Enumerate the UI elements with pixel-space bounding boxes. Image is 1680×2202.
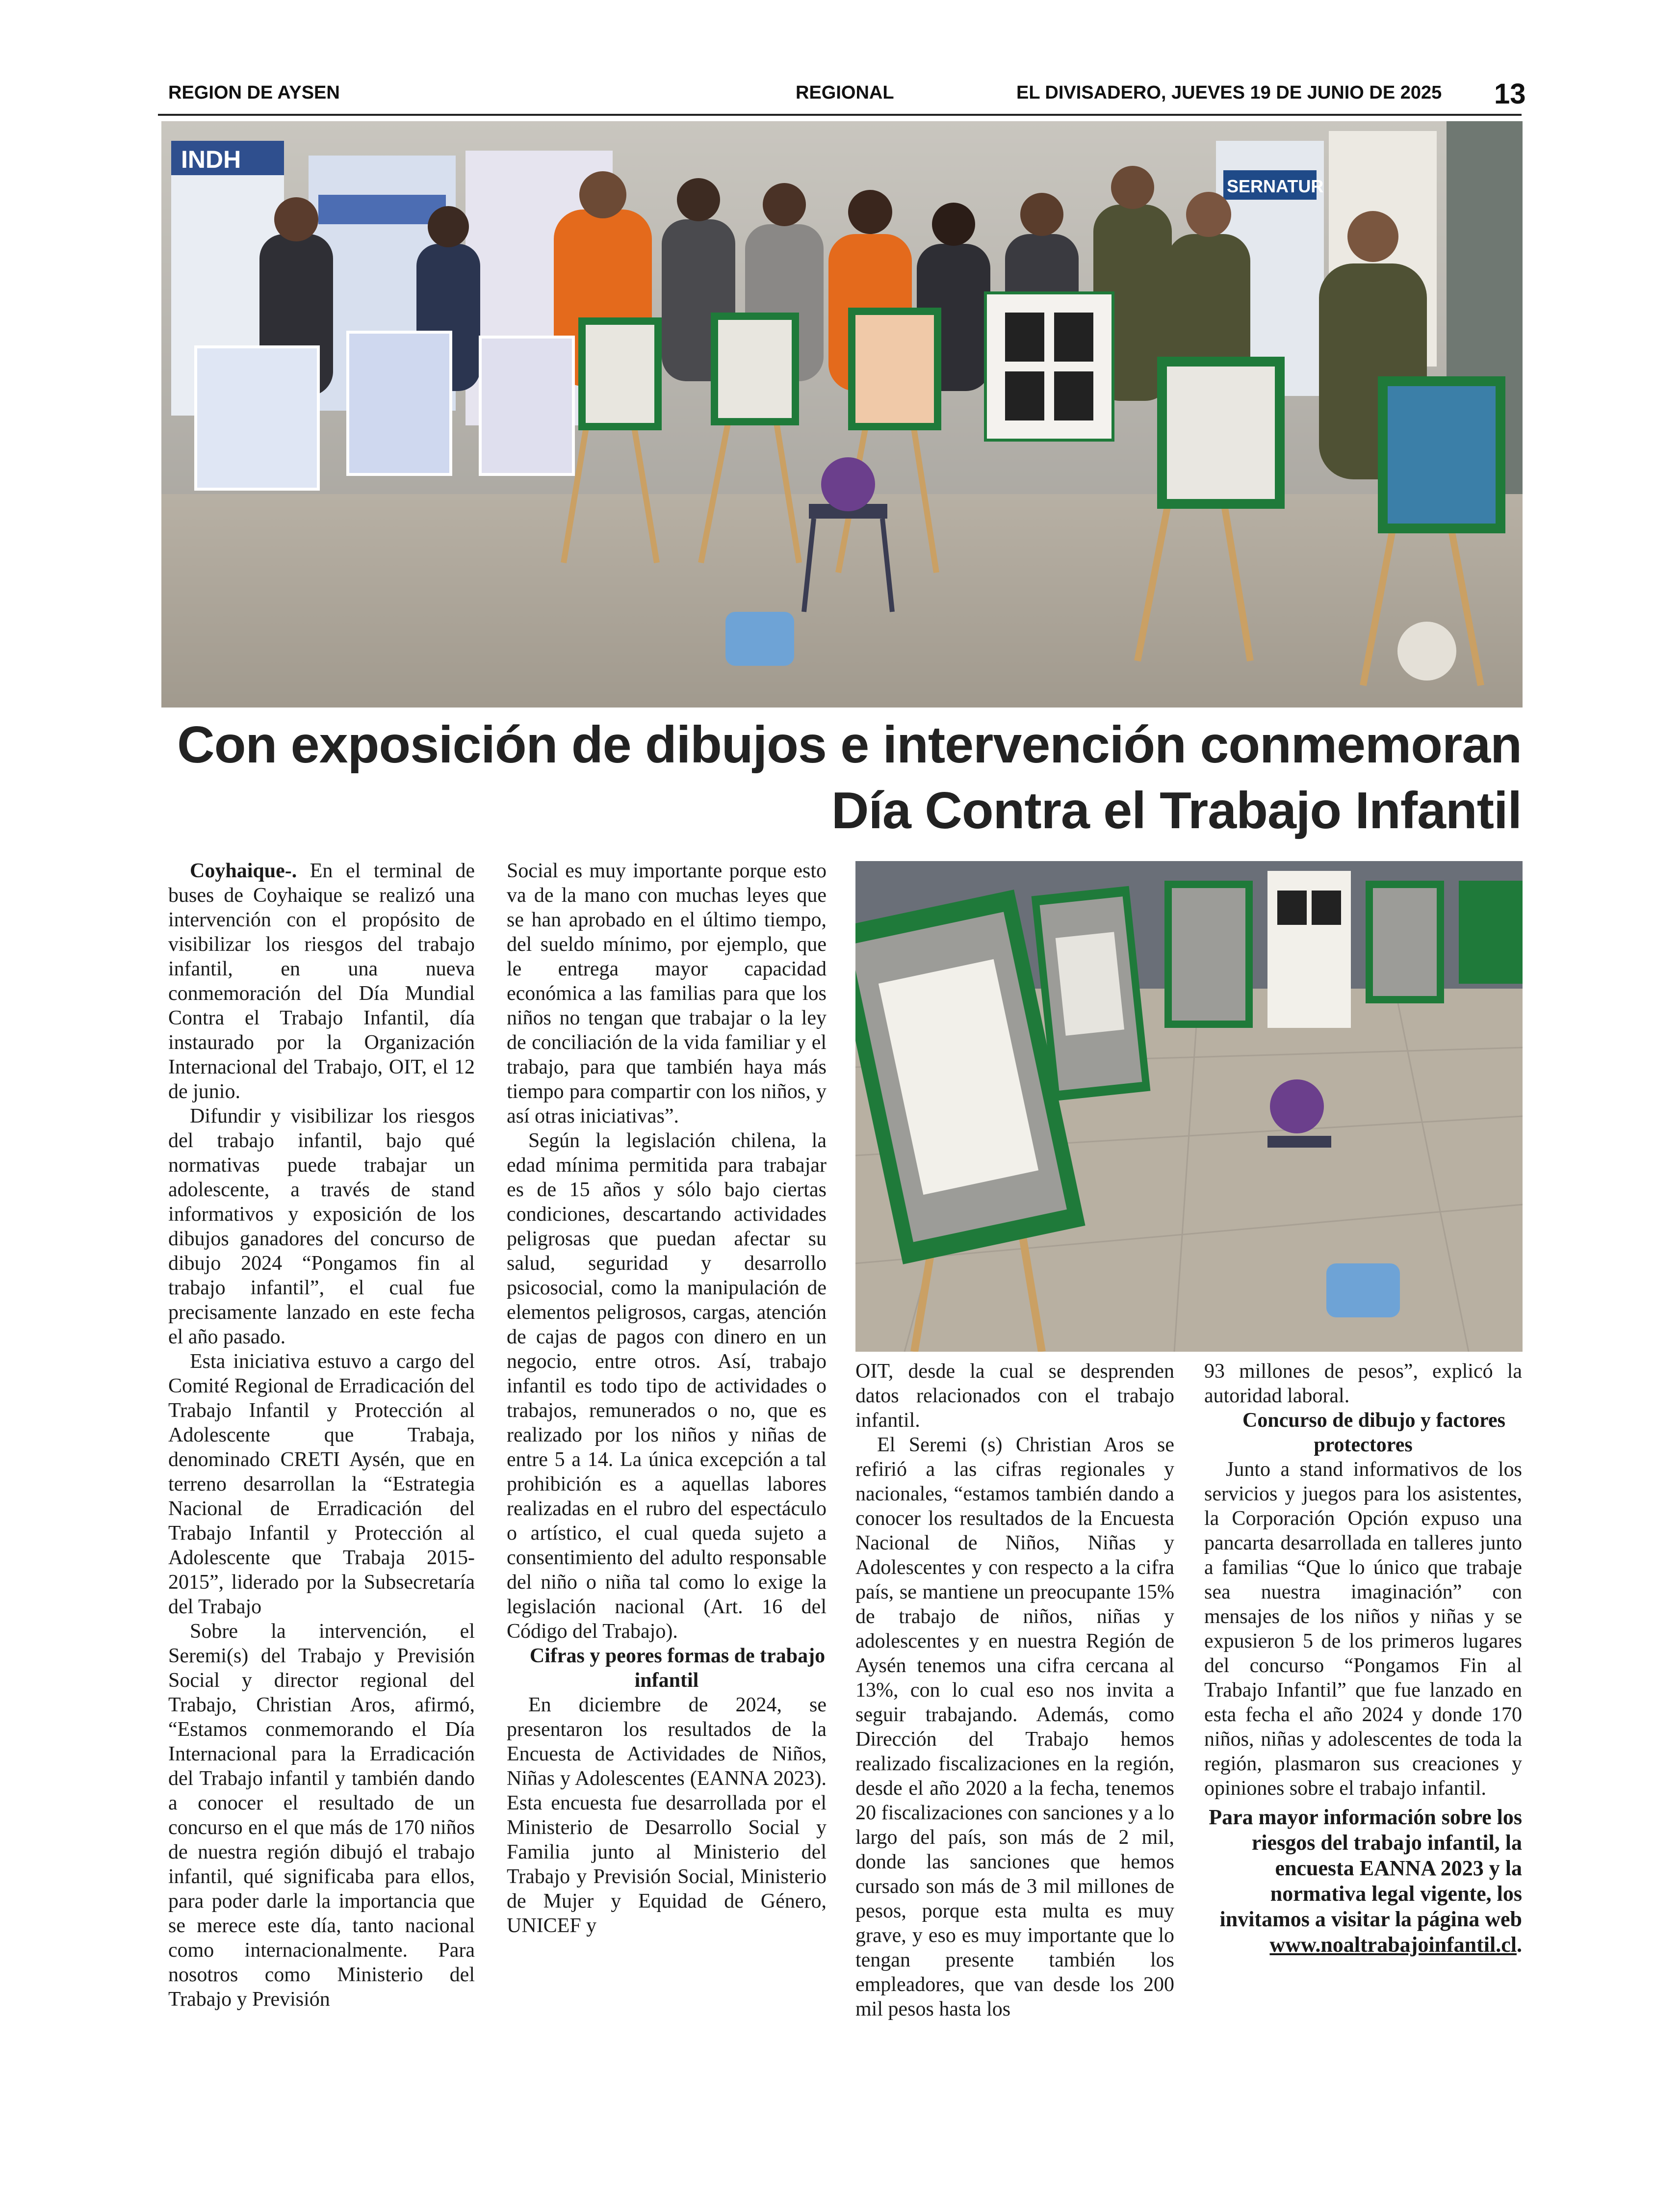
call-to-action (1204, 1805, 1522, 1958)
paragraph: OIT, desde la cual se desprenden datos relacionados con el trabajo infantil. (855, 1360, 1174, 1432)
paragraph-text: En el terminal de buses de Coyhaique se realizó una intervención con el propósito de visibilizar los riesgos del trabajo infantil, en una nueva conmemoración del Día Mundial Contra el Trabajo Infantil, día instaurado por la Organización Internacional del Trabajo, OIT, el 12 de junio. (168, 860, 475, 1103)
paragraph: Social es muy importante porque esto va de la mano con muchas leyes que se han aprobado en el último tiempo, del sueldo mínimo, por ejemplo, que le entrega mayor capacidad económica a las familias para que los niños no tengan que trabajar o la ley de conciliación de la vida familiar y el trabajo, para que también haya más tiempo para compartir con los niños, y así otras iniciativas”. (507, 860, 827, 1127)
article-column-3 (855, 1359, 1174, 2021)
event-group-photo (161, 121, 1523, 708)
call-to-action-text: Para mayor información sobre los riesgos del trabajo infantil, la encuesta EANNA 2023 y la normativa legal vigente, los invitamos a visitar la página web (1209, 1805, 1522, 1931)
article-column-4 (1204, 1359, 1522, 1958)
paragraph: En diciembre de 2024, se presentaron los resultados de la Encuesta de Actividades de Niños, Niñas y Adolescentes (EANNA 2023). Esta encuesta fue desarrollada por el Ministerio de Desarrollo Social y Familia junto al Ministerio del Trabajo y Previsión Social, Ministerio de Mujer y Equidad de Género, UNICEF y (507, 1694, 827, 1937)
banner-indh-text: INDH (181, 146, 241, 173)
headline-line-1: Con exposición de dibujos e intervención conmemoran (177, 716, 1522, 774)
paragraph: Difundir y visibilizar los riesgos del trabajo infantil, bajo qué normativas puede trabajar un adolescente, a través de stand informativos y exposición de los dibujos ganadores del concurso de dibujo 2024 “Pongamos fin al trabajo infantil”, el cual fue precisamente lanzado en este fecha el año pasado. (168, 1105, 475, 1348)
link-suffix: . (1517, 1933, 1522, 1957)
drawings-exhibition-illustration (855, 861, 1523, 1352)
banner-sernatur-text: SERNATUR (1227, 176, 1324, 196)
paragraph: Esta iniciativa estuvo a cargo del Comité Regional de Erradicación del Trabajo Infantil y Protección al Adolescente que Trabaja, denominado CRETI Aysén, que en terreno desarrollan la “Estrategia Nacional de Erradicación del Trabajo Infantil y Protección al Adolescente que Trabaja 2015-2015”, liderado por la Subsecretaría del Trabajo (168, 1350, 475, 1618)
header-rule (158, 114, 1522, 116)
article-column-1 (168, 859, 475, 2012)
publication-date: EL DIVISADERO, JUEVES 19 DE JUNIO DE 2025 (1016, 82, 1442, 103)
paragraph: El Seremi (s) Christian Aros se refirió a las cifras regionales y nacionales, “estamos también dando a conocer los resultados de la Encuesta Nacional de Niños, Niñas y Adolescentes y con respecto a la cifra país, se mantiene un preocupante 15% de trabajo de niños, niñas y adolescentes y en nuestra Región de Aysén tenemos una cifra cercana al 13%, con lo cual eso nos invita a seguir trabajando. Además, como Dirección del Trabajo hemos realizado fiscalizaciones en la región, desde el año 2020 a la fecha, tenemos 20 fiscalizaciones con sanciones y a lo largo del país, son más de 2 mil, donde las sanciones que hemos cursado son más de 3 mil millones de pesos, porque esta multa es muy grave, y eso es muy importante que lo tengan presente también los empleadores, que van desde los 200 mil pesos hasta los (855, 1434, 1174, 2020)
paragraph: Sobre la intervención, el Seremi(s) del Trabajo y Previsión Social y director regional del Trabajo, Christian Aros, afirmó, “Estamos conmemorando el Día Internacional para la Erradicación del Trabajo infantil y también dando a conocer el resultado de un concurso en el que más de 170 niños de nuestra región dibujó el trabajo infantil, qué significaba para ellos, para poder darle la importancia que se merece este día, tanto nacional como internacionalmente. Para nosotros como Ministerio del Trabajo y Previsión (168, 1620, 475, 2011)
drawings-exhibition-photo (855, 861, 1523, 1352)
page-number: 13 (1494, 78, 1526, 110)
paragraph: Junto a stand informativos de los servicios y juegos para los asistentes, la Corporación Opción expuso una pancarta desarrollada en talleres junto a familias “Que lo único que trabaje sea nuestra imaginación” con mensajes de los niños y niñas y se expusieron 5 de los primeros lugares del concurso “Pongamos Fin al Trabajo Infantil” que fue lanzado en esta fecha el año 2024 y donde 170 niños, niñas y adolescentes de toda la región, plasmaron sus creaciones y opiniones sobre el trabajo infantil. (1204, 1458, 1522, 1800)
headline-line-2: Día Contra el Trabajo Infantil (831, 782, 1522, 839)
subheading-concurso: Concurso de dibujo y factores protectores (1242, 1409, 1505, 1456)
paragraph: 93 millones de pesos”, explicó la autoridad laboral. (1204, 1360, 1522, 1407)
paragraph (168, 859, 475, 1104)
section-category: REGIONAL (796, 82, 894, 103)
event-group-photo-illustration (161, 121, 1523, 708)
paragraph: Según la legislación chilena, la edad mínima permitida para trabajar es de 15 años y sólo bajo ciertas condiciones, descartando actividades peligrosas que puedan afectar su salud, seguridad y desarrollo psicosocial, como la manipulación de elementos peligrosos, cargas, atención de cajas de pagos con dinero en un negocio, entre otros. Así, trabajo infantil es todo tipo de actividades o trabajos, remunerados o no, que es realizado por los niños y niñas de entre 5 a 14. La única excepción a tal prohibición es a aquellas labores realizadas en el rubro del espectáculo o artístico, el cual queda sujeto a consentimiento del adulto responsable del niño o niña tal como lo exige la legislación nacional (Art. 16 del Código del Trabajo). (507, 1129, 827, 1643)
article-column-2 (507, 859, 827, 1938)
section-label: REGION DE AYSEN (168, 82, 340, 103)
dateline: Coyhaique-. (190, 860, 297, 882)
subheading-cifras: Cifras y peores formas de trabajo infantil (529, 1645, 826, 1692)
website-link[interactable]: www.noaltrabajoinfantil.cl (1269, 1933, 1517, 1957)
